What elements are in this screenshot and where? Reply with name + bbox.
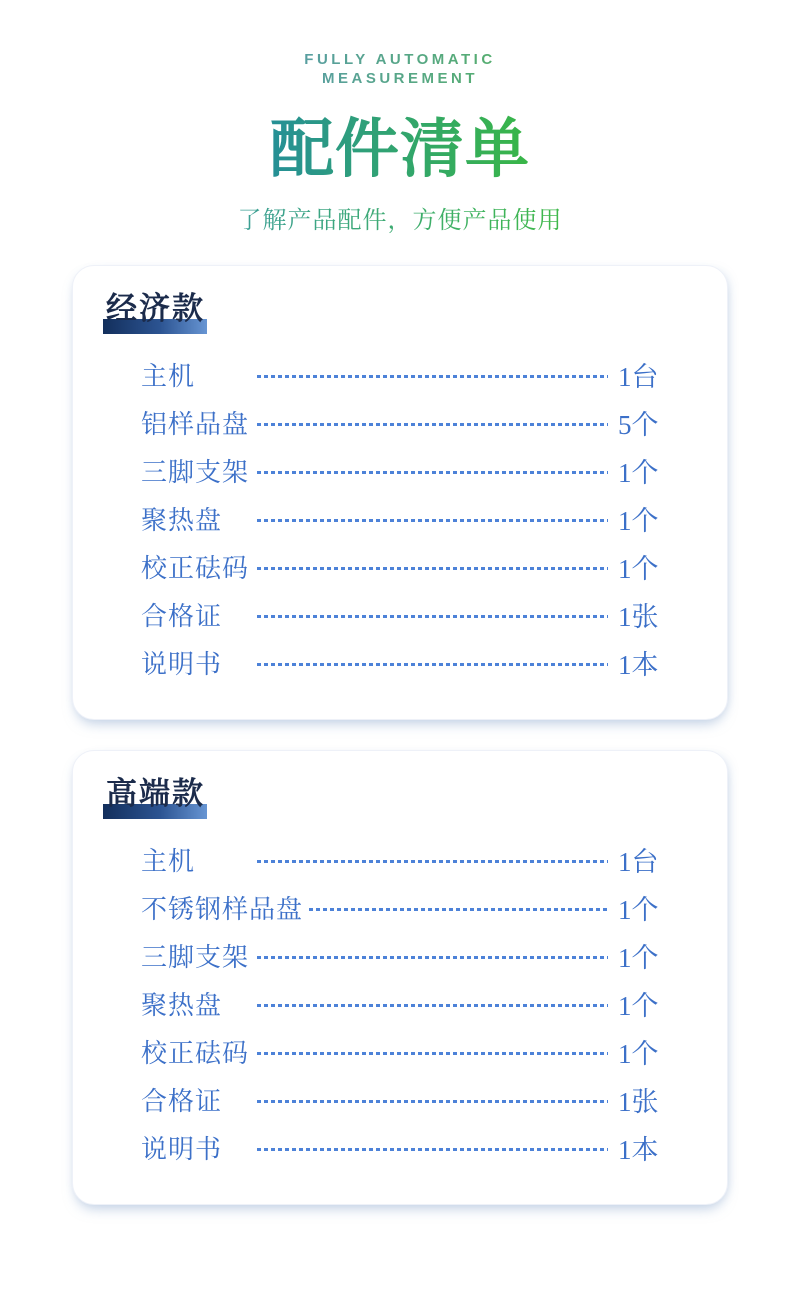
- item-label: 不锈钢样品盘: [141, 894, 304, 924]
- dotted-leader: [257, 1004, 608, 1007]
- tagline-line1: FULLY AUTOMATIC: [304, 51, 496, 68]
- item-label: 校正砝码: [141, 1038, 250, 1068]
- dotted-leader: [257, 567, 608, 570]
- dotted-leader: [257, 1100, 608, 1103]
- list-item: [141, 979, 694, 1027]
- dotted-leader: [257, 423, 608, 426]
- card-highend: [72, 750, 728, 1205]
- list-item: [141, 446, 694, 494]
- item-value: 1个: [618, 990, 659, 1021]
- item-value: 1个: [618, 1038, 659, 1069]
- list-item: [141, 835, 694, 883]
- list-item: [141, 883, 694, 931]
- list-item: [141, 1075, 694, 1123]
- page-subtitle: 了解产品配件，方便产品使用: [0, 200, 800, 235]
- item-value: 1张: [618, 1086, 659, 1117]
- list-item: [141, 1027, 694, 1075]
- dotted-leader: [257, 471, 608, 474]
- list-item: [141, 931, 694, 979]
- dotted-leader: [257, 375, 608, 378]
- card-economy: [72, 265, 728, 720]
- list-item: [141, 494, 694, 542]
- dotted-leader: [257, 1148, 608, 1151]
- item-label: 聚热盘: [141, 990, 223, 1020]
- item-value: 1个: [618, 505, 659, 536]
- tagline: [0, 50, 800, 88]
- list-item: [141, 638, 694, 686]
- item-label: 校正砝码: [141, 553, 250, 583]
- economy-item-list: [106, 350, 694, 686]
- item-value: 1个: [618, 457, 659, 488]
- card-heading-text: 经济款: [106, 291, 205, 326]
- card-highend-heading: [106, 777, 205, 811]
- dotted-leader: [257, 1052, 608, 1055]
- item-value: 1本: [618, 649, 659, 680]
- tagline-line2: MEASUREMENT: [321, 70, 478, 87]
- item-label: 说明书: [141, 649, 223, 679]
- item-value: 1个: [618, 942, 659, 973]
- item-value: 1个: [618, 553, 659, 584]
- item-label: 铝样品盘: [141, 409, 250, 439]
- item-label: 主机: [141, 846, 196, 876]
- item-value: 1本: [618, 1134, 659, 1165]
- list-item: [141, 398, 694, 446]
- dotted-leader: [309, 908, 608, 911]
- list-item: [141, 590, 694, 638]
- item-label: 三脚支架: [141, 457, 250, 487]
- dotted-leader: [257, 860, 608, 863]
- item-label: 合格证: [141, 601, 223, 631]
- item-label: 主机: [141, 361, 196, 391]
- item-label: 合格证: [141, 1086, 223, 1116]
- card-economy-heading: [106, 292, 205, 326]
- item-value: 1张: [618, 601, 659, 632]
- item-value: 1台: [618, 846, 659, 877]
- dotted-leader: [257, 519, 608, 522]
- item-value: 1个: [618, 894, 659, 925]
- list-item: [141, 1123, 694, 1171]
- list-item: [141, 350, 694, 398]
- highend-item-list: [106, 835, 694, 1171]
- item-value: 5个: [618, 409, 659, 440]
- dotted-leader: [257, 615, 608, 618]
- item-label: 三脚支架: [141, 942, 250, 972]
- item-label: 聚热盘: [141, 505, 223, 535]
- dotted-leader: [257, 663, 608, 666]
- item-value: 1台: [618, 361, 659, 392]
- page-title: 配件清单: [0, 110, 800, 188]
- list-item: [141, 542, 694, 590]
- item-label: 说明书: [141, 1134, 223, 1164]
- dotted-leader: [257, 956, 608, 959]
- card-heading-text: 高端款: [106, 776, 205, 811]
